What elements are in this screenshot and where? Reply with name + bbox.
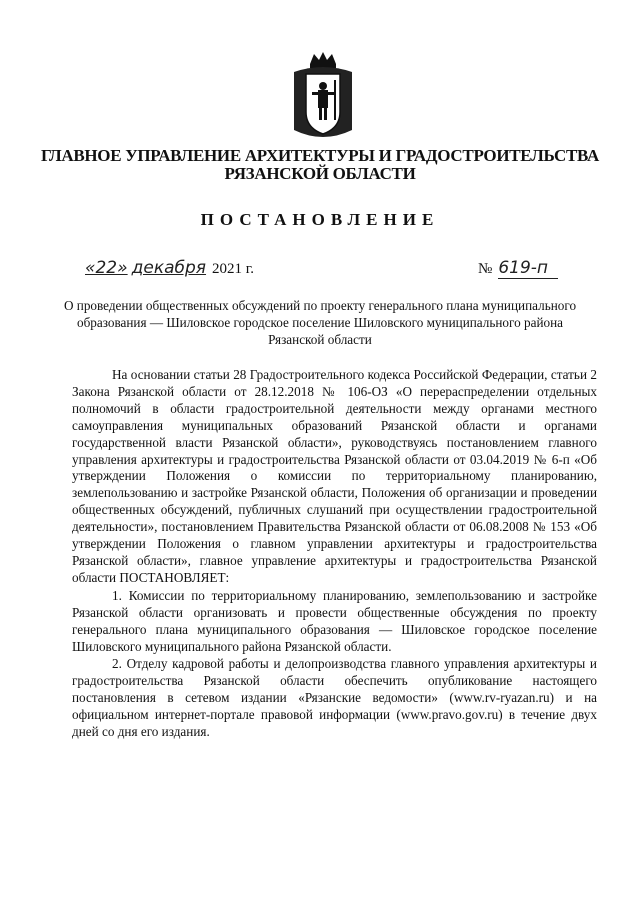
date-day: «22»	[85, 258, 128, 278]
number-label: №	[478, 261, 493, 277]
document-subject: О проведении общественных обсуждений по проекту генерального плана муниципального образования — Шиловское городское поселение Шиловского муниципального района Рязанской области	[63, 298, 577, 347]
item-2-paragraph: 2. Отделу кадровой работы и делопроизводства главного управления архитектуры и градостроительства Рязанской области обеспечить опубликование настоящего постановления в сетевом издании «Рязанские ведомости» (www.rv-ryazan.ru) и на официальном интернет-портале правовой информации (www.pravo.gov.ru) в течение двух дней со дня его издания.	[72, 656, 597, 740]
date-year: 2021 г.	[212, 261, 254, 277]
document-date	[85, 258, 254, 278]
document-number	[478, 258, 558, 279]
organization-name-line2: РЯЗАНСКОЙ ОБЛАСТИ	[224, 164, 416, 183]
document-body	[72, 367, 597, 741]
preamble-paragraph: На основании статьи 28 Градостроительного кодекса Российской Федерации, статьи 2 Закона Рязанской области от 28.12.2018 № 106-ОЗ «О перераспределении отдельных полномочий в области градостроительной деятельности между органами местного самоуправления муниципальных образований Рязанской области и органами государственной власти Рязанской области», руководствуясь постановлением главного управления архитектуры и градостроительства Рязанской области от 03.04.2019 № 6-п «Об утверждении Положения о комиссии по территориальному планированию, землепользованию и застройке Рязанской области, Положения об организации и проведении общественных обсуждений, публичных слушаний при осуществлении градостроительной деятельности», постановлением Правительства Рязанской области от 06.08.2008 № 153 «Об утверждении Положения о главном управлении архитектуры и градостроительства Рязанской области», главное управление архитектуры и градостроительства Рязанской области ПОСТАНОВЛЯЕТ:	[72, 367, 597, 585]
document-type-title: ПОСТАНОВЛЕНИЕ	[200, 210, 440, 229]
organization-name-line1: ГЛАВНОЕ УПРАВЛЕНИЕ АРХИТЕКТУРЫ И ГРАДОСТРОИТЕЛЬСТВА	[41, 146, 599, 165]
number-value: 619-п	[498, 258, 558, 279]
item-1-paragraph: 1. Комиссии по территориальному планированию, землепользованию и застройке Рязанской области организовать и провести общественные обсуждения по проекту генерального плана муниципального образования — Шиловское городское поселение Шиловского муниципального района Рязанской области.	[72, 587, 597, 654]
coat-of-arms-emblem	[288, 50, 358, 145]
date-month: декабря	[131, 258, 207, 278]
